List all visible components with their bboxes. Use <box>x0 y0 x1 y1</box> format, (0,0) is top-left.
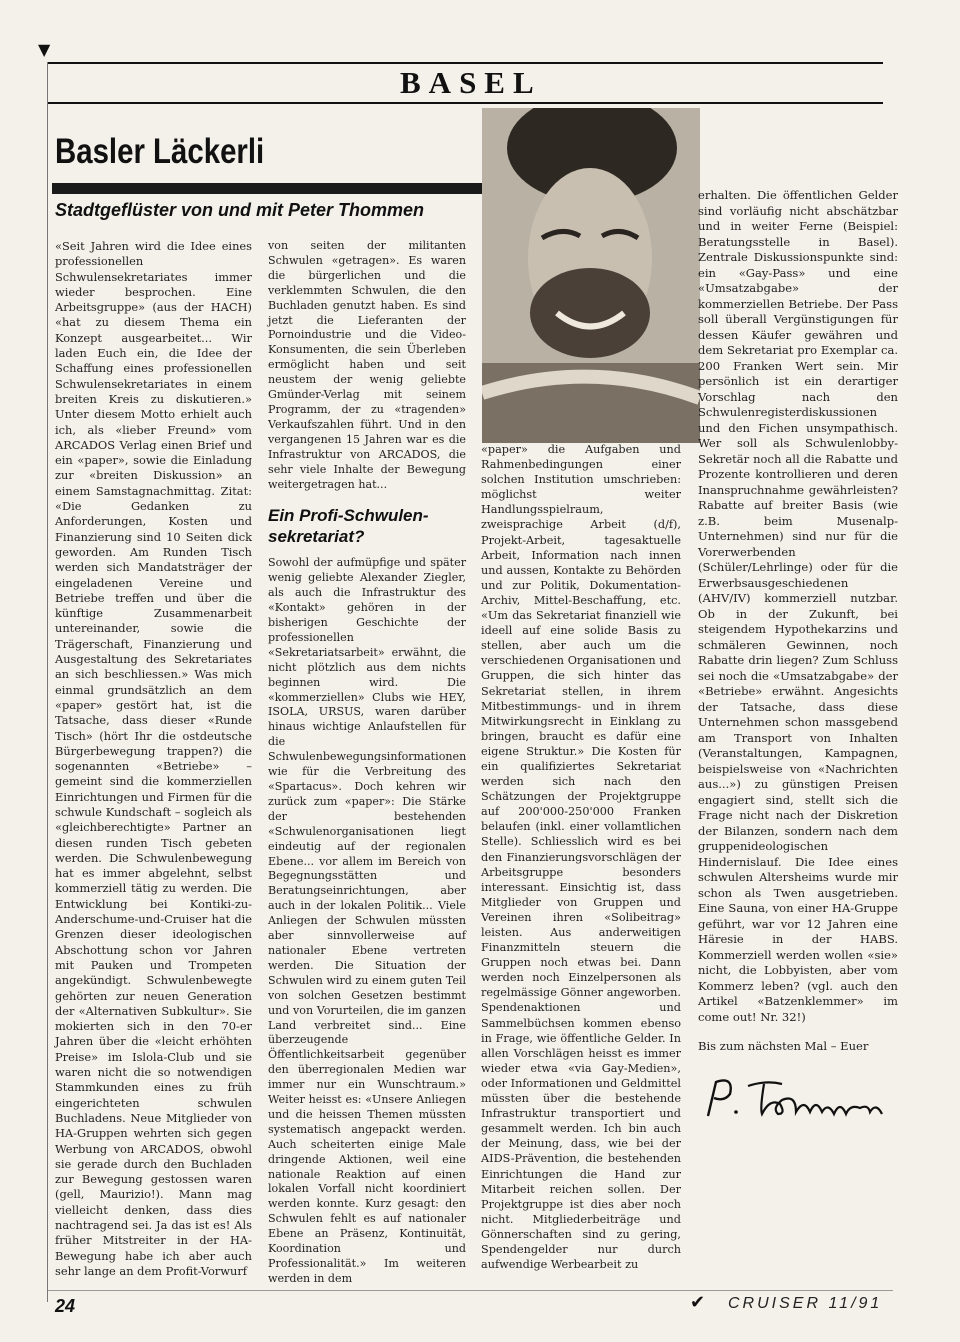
section-title: BASEL <box>400 65 542 100</box>
column-1-text: «Seit Jahren wird die Idee eines professionellen Schwulensekretariates immer wieder besprochen. Eine Arbeitsgruppe» (aus der HACH) «hat zu diesem Thema ein Konzept ausgearbeitet... Wir laden Euch ein, die Idee der Schaffung eines professionellen Schwulensekretariates in einem breiten Kreis zu diskutieren.» Unter diesem Motto erhielt auch ich, als «lieber Freund» vom ARCADOS Verlag einen Brief und ein «paper», sowie die Einladung zur «breiten Diskussion» an einem Samstagnachmittag. Zitat: «Die Gedanken zu Anforderungen, Kosten und Finanzierung sind 10 Seiten dick geworden. Am Runden Tisch werden sich Mandatsträger der eingeladenen Vereine und Betriebe treffen und über die künftige Zusammenarbeit untereinander, sowie die Trägerschaft, Finanzierung und Ausgestaltung des Sekretariates an sich beschliessen.» Was mich einmal grundsätzlich an dem «paper» gestört hat, ist die Tatsache, dass dieser «Runde Tisch» (hört Ihr die ostdeutsche Bürgerbewegung trappen?) die sogenannten «Betriebe» – gemeint sind die kommerziellen Einrichtungen und Firmen für die schwule Kundschaft – sogleich als «gleichberechtigte» Partner an diesen runden Tisch gebeten werden. Die Schwulenbewegung hat es immer abgelehnt, selbst kommerziell tätig zu werden. Die Entwicklung bei Kontiki-zu-Anderschume-und-Cruiser hat die Grenzen dieser ideologischen Abschottung schon vor Jahren mit Pauken und Trompeten angekündigt. Schwulenbewegte gehörten zur neuen Generation der «Alternativen Subkultur». Sie mokierten sich in den 70-er Jahren über die «leicht erhöhten Preise» im Islola-Club und sie waren nicht die so notwendigen Stammkunden eines zu früh eingerichteten schwulen Buchladens. Neue Mitglieder von HA-Gruppen wehrten sich gegen Werbung von ARCADOS, obwohl sie gerade durch den Buchladen zur Bewegung gestossen waren (gell, Maurizio!). Mann mag vielleicht denken, dass dies nachtragend sei. Ja das ist es! Als früher Mitstreiter in der HA-Bewegung habe ich aber auch sehr lange an dem Profit-Vorwurf <box>55 239 252 1278</box>
article-column-4 <box>698 188 898 1055</box>
check-icon: ✔ <box>690 1292 706 1313</box>
article-subtitle: Stadtgeflüster von und mit Peter Thommen <box>55 200 425 220</box>
article-column-3 <box>481 442 681 1272</box>
top-rule <box>48 62 883 64</box>
page-number: 24 <box>55 1296 76 1316</box>
author-portrait-photo <box>482 108 700 443</box>
article-headline: Basler Läckerli <box>55 132 265 171</box>
signature-illustration <box>700 1068 890 1128</box>
column-2-text-a: von seiten der militanten Schwulen «getragen». Es waren die bürgerlichen und die verklemmten Schwulen, die den Buchladen genutzt haben. Es sind jetzt die Lieferanten der Pornoindustrie und die Video-Konsumenten, die sein Überleben ermöglicht haben und seit neustem der wenig geliebte Gmünder-Verlag mit seinem Programm, der zu «tragenden» Verkaufszahlen führt. Und in den vergangenen 15 Jahren war es die Infrastruktur von ARCADOS, die sehr viele Inhalte der Bewegung weitergetragen hat... <box>268 239 466 491</box>
article-subheading: Ein Profi-Schwulen-sekretariat? <box>268 506 429 547</box>
corner-mark: ▼ <box>38 40 51 59</box>
section-rule <box>48 102 883 104</box>
article-column-2 <box>268 239 466 1287</box>
portrait-illustration <box>482 108 700 443</box>
margin-rule <box>47 62 48 1302</box>
column-3-text: «paper» die Aufgaben und Rahmenbedingungen einer solchen Institution umschrieben: möglichst weiter Handlungsspielraum, zweisprachige Arbeit (d/f), Projekt-Arbeit, tagesaktuelle Arbeit, Information nach innen und aussen, Kontakte zu Behörden und zur Politik, Dokumentation-Archiv, Mittel-Beschaffung, etc. «Um das Sekretariat finanziell wie ideell auf eine solide Basis zu stellen, aber auch um die verschiedenen Organisationen und Gruppen, die sich hinter das Sekretariat stellen, in ihrem Mitbestimmungs- und in ihrem Mitwirkungsrecht in Einklang zu bringen, braucht es dafür eine eigene Struktur.» Die Kosten für ein qualifiziertes Sekretariat werden sich nach den Schätzungen der Projektgruppe auf 200'000-250'000 Franken belaufen (inkl. einer vollamtlichen Stelle). Schliesslich wird es bei den Finanzierungsvorschlägen der Arbeitsgruppe besonders interessant. Einsichtig ist, dass Mitglieder von Gruppen und Vereinen ihren «Solibeitrag» leisten. Aus anderweitigen Finanzmitteln steuern die Gruppen noch etwas bei. Dann werden noch Einzelpersonen als regelmässige Gönner angeworben. Spendenaktionen und Sammelbüchsen kommen ebenso in Frage, wie öffentliche Gelder. In allen Vorschlägen heisst es immer wieder etwa «via Gay-Medien», oder Informationen und Geldmittel müssten über die bestehende Infrastruktur transportiert und gesammelt werden. Ich bin auch der Meinung, dass, wie bei der AIDS-Prävention, die bestehenden Einrichtungen die Hand zur Mitarbeit reichen sollen. Der Projektgruppe ist dies aber noch nicht. Mitgliederbeiträge und Gönnerschaften sind zu gering, Spendengelder nur durch aufwendige Werbearbeit zu <box>481 443 681 1272</box>
closing-line: Bis zum nächsten Mal – Euer <box>698 1039 869 1053</box>
magazine-issue: CRUISER 11/91 <box>728 1295 883 1312</box>
author-signature <box>700 1068 890 1132</box>
column-2-text-b: Sowohl der aufmüpfige und später wenig geliebte Alexander Ziegler, als auch die Infrastruktur des «Kontakt» gehören in der bisherigen Geschichte der professionellen «Sekretariatsarbeit» erwähnt, die nicht plötzlich aus dem nichts beginnen wird. Die «kommerziellen» Clubs wie HEY, ISOLA, URSUS, waren darüber hinaus wichtige Anlaufstellen für die Schwulenbewegungsinformationen wie für die Verbreitung des «Spartacus». Doch kehren wir zurück zum «paper»: Die Stärke der bestehenden «Schwulenorganisationen liegt eindeutig auf der regionalen Ebene... vor allem im Bereich von Begegnungsstätten und Beratungseinrichtungen, aber auch in der lokalen Politik... Viele Anliegen der Schwulen müssten aber sinnvollerweise auf nationaler Ebene vertreten werden. Die Situation der Schwulen wird zu einem guten Teil von solchen Gesetzen bestimmt und von Vorurteilen, die im ganzen Land verbreitet sind... Eine überzeugende Öffentlichkeitsarbeit gegenüber den überregionalen Medien war immer nur ein Wunschtraum.» Weiter heisst es: «Unsere Anliegen und die heissen Themen müssten systematisch angepackt werden. Auch scheiterten einige Male dringende Aktionen, weil eine nationale Reaktion auf einen lokalen Vorfall nicht koordiniert werden konnte. Kurz gesagt: den Schwulen fehlt es auf nationaler Ebene an Präsenz, Kontinuität, Koordination und Professionalität.» Im weiteren werden in dem <box>268 556 467 1285</box>
article-column-1 <box>55 239 252 1279</box>
column-4-text: erhalten. Die öffentlichen Gelder sind vorläufig nicht abschätzbar und in weiter Ferne (Beispiel: Beratungsstelle in Basel). Zentrale Diskussionspunkte sind: ein «Gay-Pass» und eine «Umsatzabgabe» der kommerziellen Betriebe. Der Pass soll überall Vergünstigungen für dessen Käufer gewähren und dem Sekretariat pro Exemplar ca. 200 Franken Wert sein. Mir persönlich ist ein derartiger Vorschlag nach den Schwulenregisterdiskussionen und den Fichen unsympathisch. Wer soll als Schwulenlobby-Sekretär noch all die Rabatte und Prozente kontrollieren und deren Inanspruchnahme gewährleisten? Rabatte auf breiter Basis (wie z.B. beim Musenalp-Unternehmen) sind nur für die Vorerwerbenden (Schüler/Lehrlinge) oder für die Erwerbsausgeschiedenen (AHV/IV) kommerziell nutzbar. Ob in der Zukunft, bei steigendem Hypothekarzins und schmäleren Gewinnen, noch Rabatte drin liegen? Zum Schluss sei noch die «Umsatzabgabe» der «Betriebe» erwähnt. Angesichts der Tatsache, dass diese Unternehmen schon massgebend am Transport von Inhalten (Veranstaltungen, Kampagnen, beispielsweise von «Nachrichten aus...») zu günstigen Preisen engagiert sind, stellt sich die Frage nicht nach der Diskretion der Bilanzen, sondern nach dem gruppenideologischen Hindernislauf. Die Idee eines schwulen Altersheims wurde mir schon als Twen ausgetrieben. Eine Sauna, von einer HA-Gruppe geführt, war vor 12 Jahren eine Häresie in der HABS. Kommerziell werden wollen «sie» nicht, die Lobbyisten, aber vom Kommerz leben? (vgl. auch den Artikel «Batzenklemmer» im come out! Nr. 32!) <box>698 188 898 1024</box>
footer-rule <box>48 1290 893 1291</box>
headline-bar <box>52 183 482 194</box>
